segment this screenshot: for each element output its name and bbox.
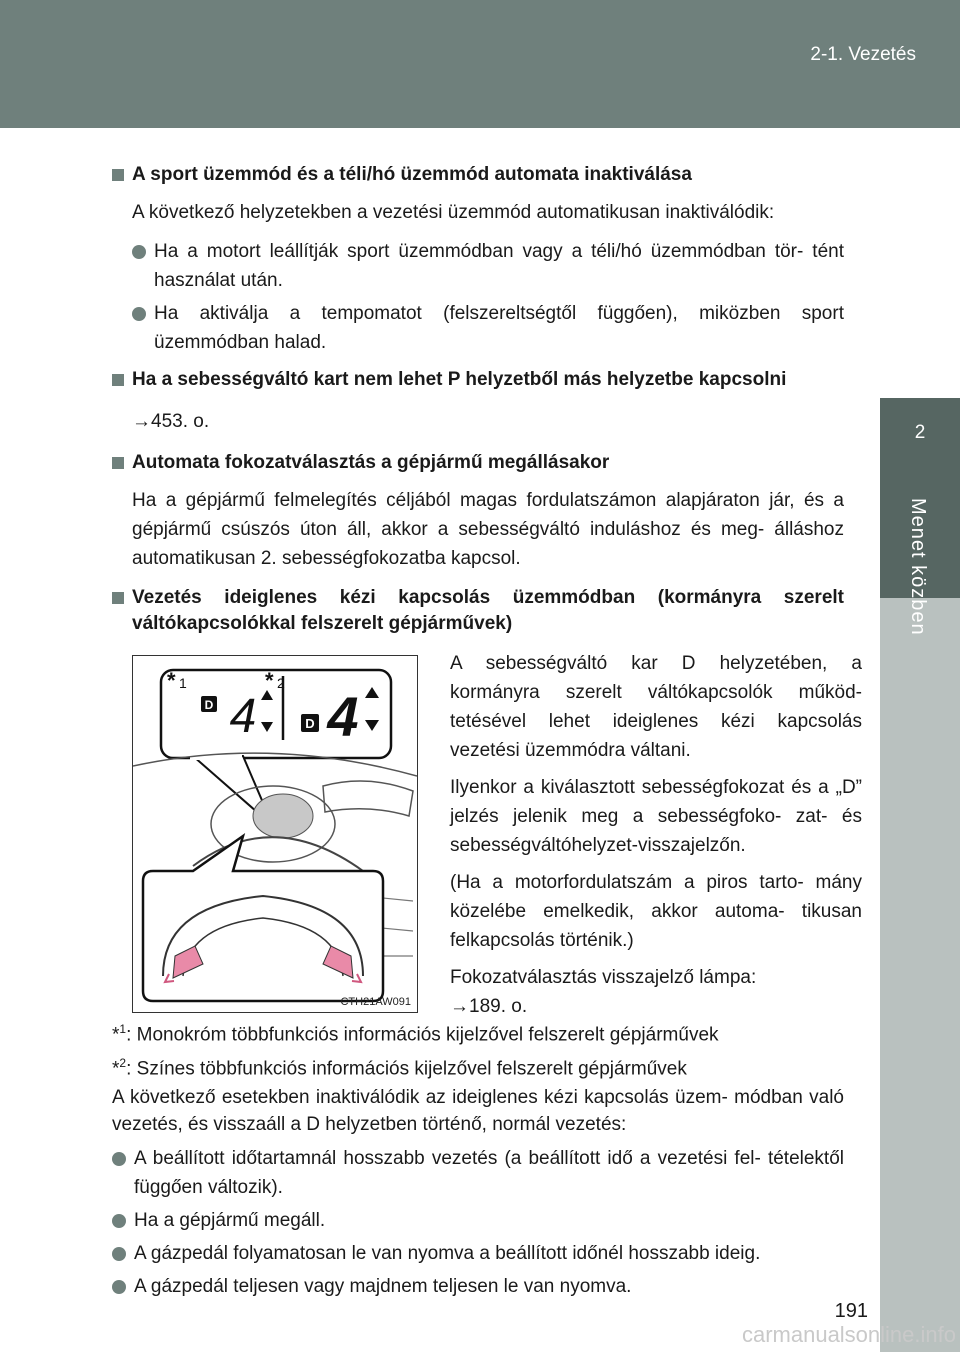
footnote-mark: * (112, 1058, 120, 1080)
round-bullet-icon (112, 1280, 126, 1294)
list-item-text: Ha aktiválja a tempomatot (felszereltségtől függően), miközben sport üzemmódban halad. (154, 303, 844, 353)
svg-text:1: 1 (179, 675, 187, 691)
footnote-number: 1 (119, 1022, 127, 1036)
paragraph: A következő helyzetekben a vezetési üzemmód automatikusan inaktiválódik: (132, 202, 775, 223)
heading-text: Ha a sebességváltó kart nem lehet P helyzetből más helyzetbe kapcsolni (132, 369, 787, 390)
list-item-text: A gázpedál folyamatosan le van nyomva a beállított időnél hosszabb ideig. (134, 1242, 761, 1264)
section-heading-manual-mode (112, 585, 844, 637)
section-reference: 2-1. Vezetés (810, 44, 916, 65)
chapter-label: Menet közben (907, 498, 929, 636)
watermark: carmanualsonline.info (741, 1322, 956, 1347)
paragraph: A következő esetekben inaktiválódik az ideiglenes kézi kapcsolás üzem- módban való vezetés, és visszaáll a D helyzetben történő, normál vezetés: (112, 1086, 844, 1135)
paragraph: Ha a gépjármű felmelegítés céljából magas fordulatszámon alapjáraton jár, és a gépjármű csúszós úton áll, akkor a sebességváltó induláshoz és meg- álláshoz automatikusan 2. sebességfokozatba kapcsol. (132, 490, 844, 569)
section-heading-shift-lever (112, 367, 844, 393)
color-d-indicator: D (305, 716, 315, 731)
mono-d-indicator: D (204, 698, 214, 712)
heading-text: A sport üzemmód és a téli/hó üzemmód automata inaktiválása (132, 164, 692, 185)
list-item (112, 1144, 844, 1202)
figure-description (450, 649, 862, 1029)
list-item-text: A beállított időtartamnál hosszabb vezetés (a beállított idő a vezetési fel- tételektől függően változik). (134, 1147, 844, 1198)
color-gear-digit: 4 (327, 685, 359, 748)
chapter-tab-light (880, 598, 960, 1352)
round-bullet-icon (112, 1247, 126, 1261)
figure-code: CTH21AW091 (340, 996, 411, 1008)
footnote-text: : Színes többfunkciós információs kijelzővel felszerelt gépjárművek (126, 1058, 687, 1080)
list-item (112, 1272, 844, 1301)
paragraph: (Ha a motorfordulatszám a piros tarto- mány közelébe emelkedik, akkor automa- tikusan felkapcsolás történik.) (450, 872, 862, 951)
page-reference: →453. o. (132, 411, 210, 432)
page-reference: →189. o. (450, 996, 528, 1017)
mono-gear-digit: 4 (229, 690, 257, 743)
chapter-side-tab (880, 128, 960, 1352)
paragraph: Ilyenkor a kiválasztott sebességfokozat és a „D” jelzés jelenik meg a sebességfoko- zat- és sebességváltóhelyzet-visszajelzőn. (450, 777, 862, 856)
footnote-mark: * (112, 1024, 120, 1046)
page-content (112, 162, 862, 1305)
round-bullet-icon (112, 1214, 126, 1228)
footnote-number: 2 (119, 1056, 127, 1071)
list-item (112, 1239, 844, 1268)
svg-text:*: * (167, 668, 176, 693)
heading-text: Automata fokozatválasztás a gépjármű megállásakor (132, 452, 610, 473)
list-item (112, 1206, 844, 1235)
page-number: 191 (834, 1300, 868, 1322)
square-bullet-icon (112, 592, 124, 604)
svg-text:*: * (265, 668, 274, 693)
list-item (112, 299, 844, 357)
header-band (0, 0, 960, 128)
paragraph: Fokozatválasztás visszajelző lámpa: (450, 967, 757, 988)
paragraph: A sebességváltó kar D helyzetében, a kormányra szerelt váltókapcsolók működ- tetésével lehet ideiglenes kézi kapcsolás vezetési üzemmódra váltani. (450, 653, 862, 761)
heading-text: Vezetés ideiglenes kézi kapcsolás üzemmódban (kormányra szerelt váltókapcsolókkal felszerelt gépjárművek) (132, 587, 844, 634)
footnote-text: : Monokróm többfunkciós információs kijelzővel felszerelt gépjárművek (126, 1024, 719, 1046)
square-bullet-icon (112, 374, 124, 386)
paddle-shifter-figure (132, 655, 418, 1013)
section-heading-sport-mode (112, 162, 844, 188)
round-bullet-icon (132, 245, 146, 259)
list-item-text: Ha a motort leállítják sport üzemmódban vagy a téli/hó üzemmódban tör- tént használat után. (154, 241, 844, 291)
list-item-text: A gázpedál teljesen vagy majdnem teljesen le van nyomva. (134, 1275, 632, 1297)
figure-row (132, 653, 862, 1017)
square-bullet-icon (112, 169, 124, 181)
list-item (112, 237, 844, 295)
footnote-2 (112, 1049, 844, 1083)
section-heading-auto-gear (112, 450, 844, 476)
square-bullet-icon (112, 457, 124, 469)
chapter-number: 2 (914, 422, 926, 443)
round-bullet-icon (132, 307, 146, 321)
svg-text:2: 2 (277, 675, 285, 691)
list-item-text: Ha a gépjármű megáll. (134, 1209, 326, 1231)
steering-wheel-illustration (133, 656, 417, 1012)
round-bullet-icon (112, 1152, 126, 1166)
